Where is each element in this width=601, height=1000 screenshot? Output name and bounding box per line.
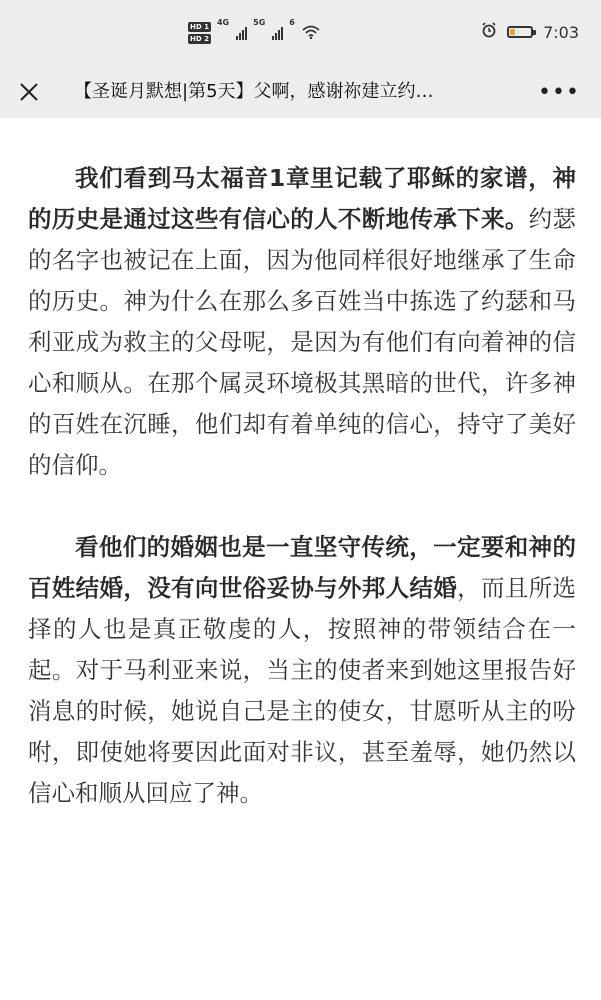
close-icon [19,82,39,102]
hd2-icon: HD 2 [190,35,209,43]
paragraph-2-text: ，而且所选择的人也是真正敬虔的人，按照神的带领结合在一起。对于马利亚来说，当主的使者来到她这里报告好消息的时候，她说自己是主的使女，甘愿听从主的吩咐，即使她将要因此面对非议，甚至羞辱，她仍然以信心和顺从回应了神。 [28,574,577,807]
battery-icon [507,26,533,38]
wifi-version: 6 [289,18,295,27]
more-button[interactable] [539,78,579,106]
hd1-icon: HD 1 [190,23,209,31]
battery-level-fill [510,29,515,35]
status-left-icons [188,18,320,48]
paragraph-1-bold: 我们看到马太福音1章里记载了耶稣的家谱，神的历史是通过这些有信心的人不断地传承下来。 [28,164,576,233]
signal-1-icon [236,26,247,40]
status-right-icons [481,22,579,42]
page-title: 【圣诞月默想|第5天】父啊，感谢祢建立约… [74,81,434,102]
article-paragraph-2 [28,527,576,814]
article-content [28,158,576,814]
paragraph-2-bold: 看他们的婚姻也是一直坚守传统，一定要和神的百姓结婚，没有向世俗妥协与外邦人结婚 [28,533,576,602]
status-bar [0,0,601,66]
network-type-2: 5G [253,18,266,27]
article-paragraph-1 [28,158,576,486]
more-dots-icon: ••• [538,79,580,105]
close-button[interactable] [14,77,44,107]
alarm-icon [481,22,497,42]
signal-2-icon [272,26,283,40]
wifi-icon [302,25,320,41]
paragraph-1-text: 约瑟的名字也被记在上面，因为他同样很好地继承了生命的历史。神为什么在那么多百姓当中拣选了约瑟和马利亚成为救主的父母呢，是因为有他们有向着神的信心和顺从。在那个属灵环境极其黑暗的世代，许多神的百姓在沉睡，他们却有着单纯的信心，持守了美好的信仰。 [28,205,577,479]
hd-indicators [188,22,211,44]
status-time: 7:03 [543,22,579,42]
navigation-bar [0,66,601,118]
network-type-1: 4G [216,18,230,27]
